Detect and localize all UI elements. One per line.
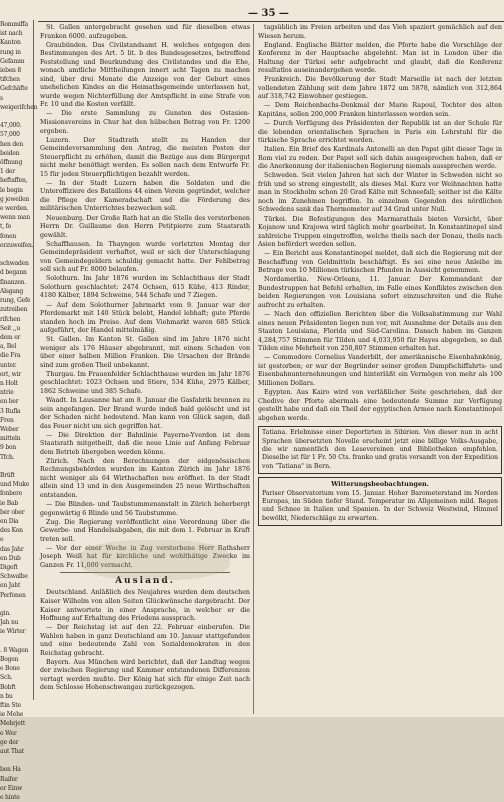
edge-line: Seit ,,u: [0, 324, 20, 332]
advertisement-text: Tatiana. Erlebnisse einer Deportirten in Sibirien. Von dieser nun in acht Sprachen übersetzten Novelle erscheint jetzt eine billige Volks-Ausgabe, die wir namentlich den Lesevereinen und Bibliotheken empfehlen. Dieselbe ist für 1 Fr. 50 Cts. franko und gratis versandt von der Expedition von "Tatiana" in Bern.: [262, 429, 498, 470]
edge-line: en ber: [0, 398, 19, 406]
edge-line: s: [0, 94, 3, 102]
weather-box-text: Pariser Observatorium vom 15. Januar. Hoher Barometerstand im Norden Europas, im Süden tiefer Stand. Temperatur im Allgemeinen mild. Regen und Schnee in Italien und Spanien. In der Schweiz Westwind, Himmel bewölkt, Niederschläge zu erwarten.: [262, 489, 498, 522]
edge-line: ist nach: [0, 30, 23, 38]
edge-line: e Wer: [0, 729, 17, 737]
edge-line: er Einw: [0, 784, 23, 792]
edge-line: das Jahr: [0, 545, 24, 553]
edge-line: Gefamm: [0, 57, 25, 65]
edge-line: mitteln: [0, 435, 21, 443]
edge-line: des Kon: [0, 527, 23, 535]
edge-line: en Jaht: [0, 582, 21, 590]
weather-observations-box: [258, 477, 502, 526]
news-item: Graubünden. Das Civilstandsamt H. welches entgegen den Bestimmungen des Art. 5 lit. b des Bundesgesetzes, betreffend Feststellung und Beurkundung des Civilstandes und die Ehe, wonach amtliche Mittheilungen innert acht Tagen zu machen sind, über drei Monate die Anzeige von der Geburt eines unehelichen Kindes an die Heimathsgemeinde unterlassen hat, wurde wegen Nichterfüllung der Amtspflicht in eine Strafe von Fr. 10 und die Kosten verfällt.: [40, 41, 250, 109]
news-item: — Die erste Sammlung zu Gunsten des Ostasien-Missionsvereins in Chur hat den hübschen Betrag von Fr. 1200 ergeben.: [40, 110, 250, 135]
edge-line: [0, 112, 33, 121]
right-column: [258, 24, 502, 714]
edge-line: ie Bab: [0, 499, 19, 507]
edge-line: rung, Gefe: [0, 297, 31, 305]
edge-line: rifchen: [0, 315, 21, 323]
weather-box-title: Witterungsbeobachtungen.: [331, 480, 429, 489]
news-item: — Durch Verfügung des Präsidenten der Republik ist an der Schule für die lebenden orientalischen Sprachen in Paris ein Lehrstuhl für die türkische Sprache errichtet worden.: [258, 120, 502, 145]
news-item: Luzern. Der Stadtrath stellt zu Handen der Gemeindeversammlung den Antrag, die meisten Posten der Steuerpflicht zu erhöhen, damit die Bezüge aus dem Bürgergut nicht mehr benöthigt werden. Es sollen nach dem Entwurfe Fr. 15 für jeden Steuerpflichtigen bezahlt werden.: [40, 136, 250, 178]
edge-line: Alsgang: [0, 287, 24, 295]
edge-line: schwaden: [0, 260, 29, 268]
edge-line: Brüft: [0, 471, 15, 479]
left-column: [40, 24, 250, 714]
edge-line: zutreiben: [0, 306, 28, 314]
news-item: Bayern. Aus München wird berichtet, daß der Landtag wegen der zwischen Regierung und Kammer entstandenen Differenzen vertagt werden mußte. Der König hat sich für einige Zeit nach dem Schlosse Hohenschwangau zurückgezogen.: [40, 658, 250, 692]
news-item: — Der Reichstag ist auf den 22. Februar einberufen. Die Wahlen haben in ganz Deutschland am 10. Januar stattgefunden und eine bedeutende Zahl von Sozialdemokraten in den Reichstag gebracht.: [40, 624, 250, 657]
edge-line: Sch.: [0, 674, 13, 682]
edge-line: ieben 8: [0, 67, 22, 75]
news-item: Zürich. Nach den Berechnungen der eidgenössischen Rechnungsbehörden wurden im Kanton Zürich im Jahr 1876 nicht weniger als 64 Wirthschaften neu eröffnet. In der Stadt allein sind 13 und in den Ausgemeinden 25 neue Wirthschaften entstanden.: [40, 457, 250, 500]
edge-line: aut That: [0, 748, 25, 756]
news-item: Nordamerika. New-Orleans, 11. Januar. Der Kommandant der Bundestruppen hat Befehl erhalten, im Falle eines Konfliktes zwischen den beiden Regierungen von Louisiana sofort einzuschreiten und die Ruhe aufrecht zu erhalten.: [258, 276, 502, 309]
edge-line: e Bone: [0, 665, 20, 673]
edge-line: t, fo: [0, 223, 12, 231]
edge-line: Fren: [0, 416, 14, 424]
edge-line: [0, 637, 33, 646]
edge-line: 9 bon: [0, 444, 17, 452]
news-item: Waadt. In Lausanne hat am 8. Januar die Gasfabrik brennen zu sein angefangen. Der Brand wurde indeß bald gelöscht und ist der Schaden nicht bedeutend. Man kann von Glück sagen, daß das Feuer nicht um sich gegriffen hat.: [40, 397, 250, 430]
edge-line: und Muke: [0, 481, 30, 489]
edge-line: finanzen.: [0, 278, 27, 286]
edge-line: fonen: [0, 232, 17, 240]
edge-line: ie Mehe: [0, 711, 24, 719]
edge-line: tifchen: [0, 76, 20, 84]
edge-line: erzuweifen.: [0, 241, 34, 249]
edge-line: en Dia: [0, 517, 19, 525]
edge-line: heftaffen,: [0, 177, 28, 185]
edge-line: ftin Ste: [0, 702, 21, 710]
edge-line: Mehrjett: [0, 720, 26, 728]
news-item: Schaffhausen. In Thayngen wurde vorletzten Montag der Gemeindepräsident verhaftet, weil er sich der Unterschlagung von Gemeindegeldern schuldig gemacht hatte. Der Fehlbetrag soll sich auf Fr. 8000 belaufen.: [40, 240, 250, 274]
edge-line: Kanton: [0, 39, 21, 47]
edge-line: [0, 250, 33, 259]
news-item: St. Gallen untergebracht gesehen und für dieselben etwas Franken 6000. aufzugeben.: [40, 24, 250, 40]
edge-line: dem er: [0, 333, 21, 341]
edge-line: [0, 756, 33, 765]
edge-line: gin.: [0, 610, 11, 617]
edge-line: [0, 600, 33, 609]
edge-line: . 8 Wagen: [0, 646, 29, 654]
edge-line: Weber: [0, 425, 19, 433]
edge-line: en Dub: [0, 554, 21, 562]
edge-line: 3 Rufla: [0, 407, 21, 415]
left-column-news-items: [40, 24, 250, 570]
edge-line: Bobft: [0, 683, 16, 691]
edge-line: Rommiffa: [0, 21, 28, 28]
news-item: — Die Blinden- und Taubstummenanstalt in Zürich beherbergt gegenwärtig 6 Blinde und 56 Taubstumme.: [40, 501, 250, 517]
edge-line: n Holt: [0, 379, 18, 387]
section-title-ausland: Ausland.: [115, 576, 175, 587]
news-item: — In der Stadt Luzern haben die Soldaten und die Unteroffiziere des Bataillons 44 einen Verein gegründet, welcher die Pflege der Kameradschaft und die Förderung des militärischen Unterrichtes bezwecken soll.: [40, 179, 250, 213]
edge-line: le begin: [0, 186, 23, 194]
news-item: tagsüblich im Freien arbeiten und das Vieh spaziert gemächlich auf den Wiesen herum.: [258, 24, 502, 40]
ausland-news-items: [40, 589, 250, 693]
edge-line: ie Wirter: [0, 628, 26, 636]
edge-line: a, Bel: [0, 343, 17, 351]
news-item: Thurgau. Im Frauenfelder Schlachthause wurden im Jahr 1876 geschlachtet: 1023 Ochsen und Stiere, 534 Kühe, 2975 Kälber, 1862 Schweine und 385 Schafe.: [40, 370, 250, 395]
edge-line: Perfonen: [0, 591, 26, 599]
news-item: — Auf dem Solothurner Jahrmarkt vom 9. Januar war der Pferdemarkt mit 140 Stück belebt, Handel lebhaft; gute Pferde standen hoch im Preise. Auf dem Viehmarkt waren 685 Stück aufgeführt, der Handel mittelmäßig.: [40, 301, 250, 335]
adjacent-page-edge-column: [0, 20, 38, 802]
news-item: Italien. Ein Brief des Kardinals Antonelli an den Papst gibt dieser Tage in Rom viel zu reden. Der Papst soll sich dahin ausgesprochen haben, daß er die Anerkennung der italienischen Regierung niemals aussprechen werde.: [258, 146, 502, 171]
news-item: — Nach den offiziellen Berichten über die Volksabstimmung zur Wahl eines neuen Präsidenten liegen nun vor, mit Ausnahme der Details aus den Staaten Louisiana, Florida und Süd-Carolina. Danach haben im Ganzen 4,284,757 Stimmen für Tilden und 4,033,950 für Hayes abgegeben, so daß Tilden eine Mehrheit von 250,807 Stimmen erhalten hat.: [258, 311, 502, 353]
edge-line: 47,000.: [0, 122, 22, 130]
news-item: Türkei. Die Befestigungen des Marmarathals bieten Vorsicht, über Kojanow und Krajowa wird täglich mehr gearbeitet. In Konstantinopel sind zahlreiche Truppen eingetroffen, welche theils nach der Donau, theils nach Asien befördert werden sollen.: [258, 215, 502, 249]
news-item: — Commodore Cornelius Vanderbilt, der amerikanische Eisenbahnkönig, ist gestorben; er war der Begründer seiner großen Dampfschiffahrts- und Eisenbahnunternehmungen und hinterläßt ein Vermögen von mehr als 100 Millionen Dollars.: [258, 354, 502, 387]
edge-line: Bogen: [0, 656, 19, 664]
edge-line: ert, wir: [0, 370, 21, 378]
edge-line: e: [0, 536, 4, 544]
column-divider: [253, 24, 254, 714]
edge-line: Gefchäfte: [0, 85, 28, 93]
edge-line: Schwalbe: [0, 573, 28, 581]
edge-line: beiden: [0, 149, 20, 157]
edge-line: Digeft: [0, 563, 18, 571]
news-item: — Dem Reichenbachs-Denkmal der Marie Rapoul, Tochter des alten Kapitäns, sollen 200,000 Franken hinterlassen worden sein.: [258, 102, 502, 118]
news-item: Frankreich. Die Bevölkerung der Stadt Marseille ist nach der letzten vollendeten Zählung seit dem Jahre 1872 um 5878, nämlich von 312,864 auf 318,742 Einwohner gestiegen.: [258, 76, 502, 101]
edge-line: unter.: [0, 361, 17, 369]
news-item: England. Englische Blätter melden, die Pforte habe die Vorschläge der Konferenz in der Hauptsache abgelehnt. Man ist in London über die Haltung der Türkei sehr aufgebracht und glaubt, daß die Konferenz resultatlos auseinandergehen werde.: [258, 41, 502, 75]
advertisement-box-tatiana: [258, 426, 502, 474]
edge-line: ben Ha: [0, 766, 21, 774]
edge-line: n bu: [0, 692, 13, 700]
news-item: Egypten. Aus Kairo wird von verläßlicher Seite geschrieben, daß der Chedive der Pforte abermals eine bedeutende Summe zur Verfügung gestellt habe und daß ein Theil der egyptischen Armee nach Konstantinopel abgehen werde.: [258, 388, 502, 422]
news-item: Deutschland. Anläßlich des Neujahres wurden dem deutschen Kaiser Wilhelm von allen Seiten Glückwünsche dargebracht. Der Kaiser antwortete in einer Ansprache, in welcher er die Hoffnung auf Erhaltung des Friedens aussprach.: [40, 589, 250, 623]
edge-line: [0, 462, 33, 471]
edge-line: e werden.: [0, 205, 29, 213]
news-item: Zug. Die Regierung veröffentlicht eine Verordnung über die Gewerbe- und Handelsabgaben, die mit dem 1. Februar in Kraft treten soll.: [40, 518, 250, 543]
news-item: — Ein Bericht aus Konstantinopel meldet, daß sich die Regierung mit der Beschaffung von Geldmitteln beschäftigt. Es sei eine neue Anleihe im Betrage von 10 Millionen türkischen Pfunden in Aussicht genommen.: [258, 250, 502, 275]
news-item: — Vor der einer Woche in Zug verstorbene Herr Rathsherr Joseph Weiß hat für kirchliche und wohlthätige Zwecke im Ganzen Fr. 11,000 vermacht.: [40, 544, 250, 569]
edge-line: e hinte: [0, 794, 20, 802]
paper-stain: [80, 540, 230, 580]
edge-line: Jah nu: [0, 619, 19, 627]
news-item: St. Gallen. Im Kanton St. Gallen sind im Jahre 1876 nicht weniger als 176 Häuser abgebrannt, mit einem Schaden von über einer halben Million Franken. Die Ursachen der Brände sind zum großen Theil unbekannt.: [40, 336, 250, 369]
right-column-news-items: [258, 24, 502, 423]
edge-line: ber ober: [0, 508, 25, 516]
news-item: Neuenburg. Der Große Rath hat an die Stelle des verstorbenen Herrn Dr. Guillaume den Herrn Petitpierre zum Staatsrath gewählt.: [40, 214, 250, 239]
edge-line: weigerifchen: [0, 103, 38, 111]
edge-line: fonbere: [0, 490, 23, 498]
edge-line: Tfch.: [0, 453, 15, 461]
header-rule: [38, 21, 504, 22]
edge-line: g jeweilen: [0, 195, 30, 203]
news-item: Schweden. Seit vielen Jahren hat sich der Winter in Schweden nicht so früh und so streng eingestellt, als dieses Mal. Kurz vor Weihnachten hatte man in Stockholm schon 20 Grad Kälte mit Schneefall; seither ist die Kälte noch im Zunehmen begriffen. In einzelnen Gegenden des nördlichen Schwedens sank das Thermometer auf 34 Grad unter Null.: [258, 172, 502, 214]
edge-line: ntrie: [0, 389, 14, 397]
edge-line: 1 der: [0, 168, 15, 176]
page-number: — 35 —: [248, 8, 289, 19]
edge-line: öffnung: [0, 159, 23, 167]
edge-line: 57,000: [0, 131, 20, 139]
edge-line: wenn man: [0, 214, 30, 222]
edge-line: die Fra: [0, 352, 21, 360]
edge-line: ge der: [0, 738, 19, 746]
edge-line: rung in: [0, 48, 21, 56]
edge-line: Raifer: [0, 775, 18, 783]
edge-line: hen den: [0, 140, 24, 148]
news-item: — Die Direktion der Bahnlinie Payerne-Yverdon ist dem Staatsrath mitgetheilt, daß die neue Linie auf Anfang Februar dem Betrieb übergeben werden könne.: [40, 431, 250, 456]
edge-line: d begann: [0, 269, 27, 277]
news-item: Solothurn. Im Jahr 1876 wurden im Schlachthaus der Stadt Solothurn geschlachtet: 2474 Ochsen, 615 Kühe, 413 Rinder, 4180 Kälber, 1894 Schweine, 544 Schafe und 7 Ziegen.: [40, 275, 250, 300]
